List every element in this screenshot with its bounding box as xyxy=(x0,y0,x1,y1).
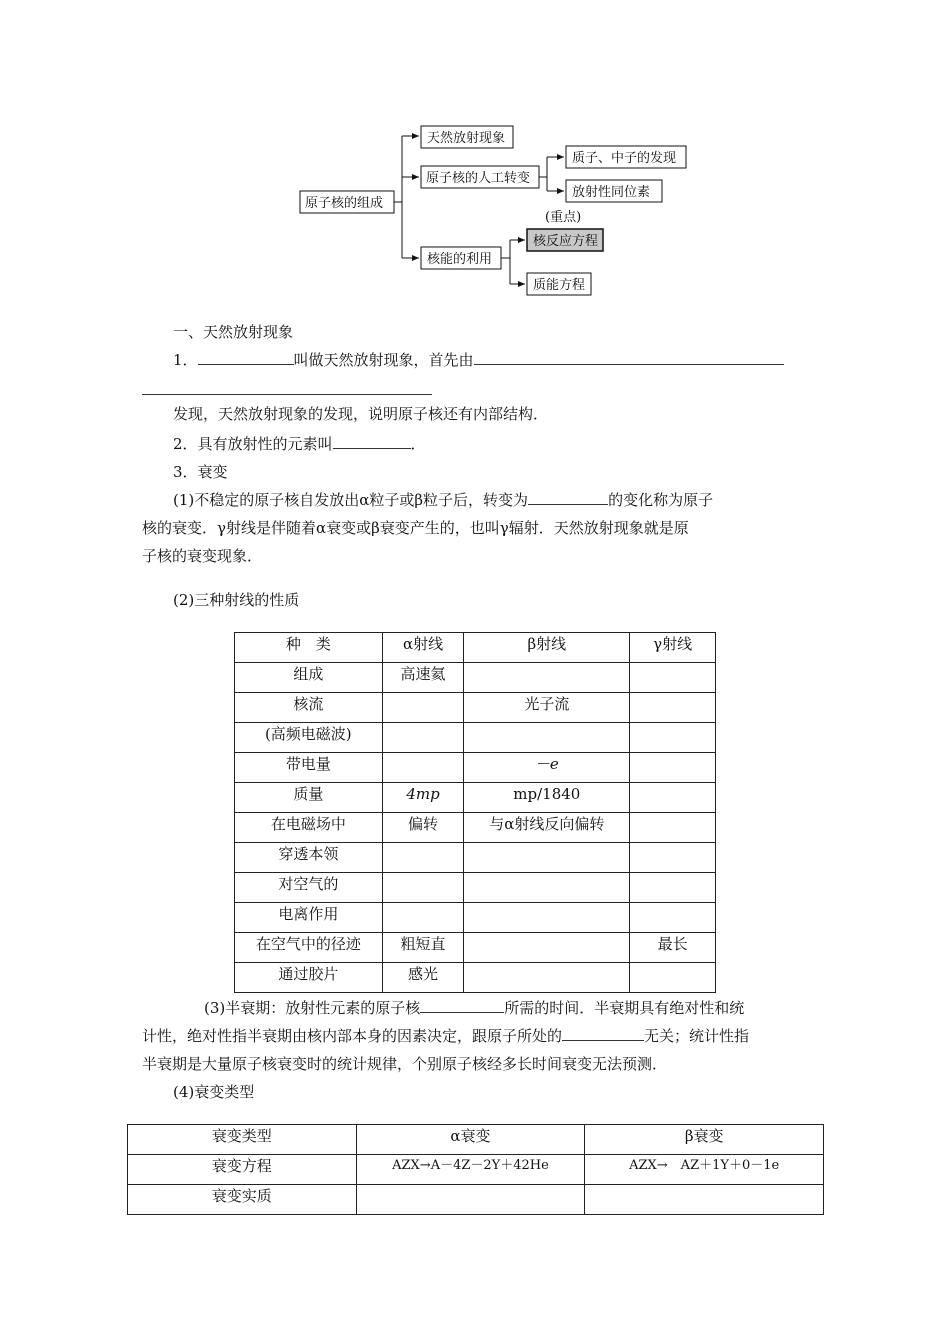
header-cell: γ射线 xyxy=(630,633,716,663)
p1-b: 的变化称为原子 xyxy=(608,491,714,509)
p3-line3: 半衰期是大量原子核衰变时的统计规律，个别原子核经多长时间衰变无法预测． xyxy=(142,1055,668,1073)
table-cell xyxy=(464,933,630,963)
table-cell: 带电量 xyxy=(235,753,383,783)
table-row xyxy=(235,723,716,753)
header-cell: α射线 xyxy=(382,633,464,663)
p3-b: 所需的时间．半衰期具有绝对性和统 xyxy=(504,999,745,1017)
table-cell: 在空气中的径迹 xyxy=(235,933,383,963)
table-cell xyxy=(382,753,464,783)
table-cell xyxy=(356,1185,585,1215)
table-cell: 粗短直 xyxy=(382,933,464,963)
table-cell: 电离作用 xyxy=(235,903,383,933)
table-row xyxy=(235,693,716,723)
table-cell: AZX→ AZ＋1Y＋0－1e xyxy=(585,1155,824,1185)
table-cell xyxy=(382,693,464,723)
p3-line2-b: 无关；统计性指 xyxy=(644,1027,750,1045)
header-cell: 衰变类型 xyxy=(128,1125,357,1155)
table-row xyxy=(235,663,716,693)
table-cell: 组成 xyxy=(235,663,383,693)
table-cell: 衰变实质 xyxy=(128,1185,357,1215)
table-cell: 穿透本领 xyxy=(235,843,383,873)
table-row xyxy=(235,933,716,963)
item2-end: ． xyxy=(410,435,426,453)
table-cell: 在电磁场中 xyxy=(235,813,383,843)
table-cell xyxy=(464,843,630,873)
table-cell xyxy=(464,663,630,693)
diagram-branch3: 核能的利用 xyxy=(427,252,493,267)
table-cell xyxy=(630,843,716,873)
table-cell xyxy=(464,873,630,903)
diagram-branch2-child2: 放射性同位素 xyxy=(572,185,651,200)
table-cell: mp/1840 xyxy=(464,783,630,813)
table-cell: (高频电磁波) xyxy=(235,723,383,753)
table-cell xyxy=(464,723,630,753)
diagram-branch3-child1: 核反应方程 xyxy=(533,234,599,249)
item1-number: 1． xyxy=(173,351,198,369)
p1-line2: 核的衰变．γ射线是伴随着α衰变或β衰变产生的，也叫γ辐射．天然放射现象就是原 xyxy=(142,519,689,537)
header-cell: β射线 xyxy=(464,633,630,663)
table-row xyxy=(235,783,716,813)
item1-end: 发现，天然放射现象的发现，说明原子核还有内部结构． xyxy=(173,405,549,423)
table-cell: 高速氦 xyxy=(382,663,464,693)
p3-a: (3)半衰期：放射性元素的原子核 xyxy=(204,999,421,1017)
item3-heading: 3．衰变 xyxy=(173,463,228,481)
table-row xyxy=(235,753,716,783)
p4-heading: (4)衰变类型 xyxy=(173,1083,255,1101)
table-cell xyxy=(630,723,716,753)
diagram-branch2: 原子核的人工转变 xyxy=(426,171,531,186)
table-cell xyxy=(382,843,464,873)
header-cell: β衰变 xyxy=(585,1125,824,1155)
header-cell: α衰变 xyxy=(356,1125,585,1155)
section-heading: 一、天然放射现象 xyxy=(173,323,294,341)
table-row xyxy=(235,963,716,993)
item2-line xyxy=(173,434,426,454)
table-row xyxy=(128,1185,824,1215)
item1-blank2[interactable] xyxy=(474,350,784,365)
table-cell: AZX→A－4Z－2Y＋42He xyxy=(356,1155,585,1185)
table-cell: 对空气的 xyxy=(235,873,383,903)
item1-mid: 叫做天然放射现象，首先由 xyxy=(293,351,474,369)
diagram-branch2-child1: 质子、中子的发现 xyxy=(572,151,677,166)
table-cell: 与α射线反向偏转 xyxy=(464,813,630,843)
p3-blank2[interactable] xyxy=(562,1026,644,1041)
table-cell xyxy=(382,873,464,903)
table-cell: 4mp xyxy=(382,783,464,813)
item1-blank2-continued[interactable] xyxy=(142,380,432,395)
table-cell xyxy=(630,813,716,843)
concept-diagram xyxy=(0,0,950,310)
table-header-row xyxy=(128,1125,824,1155)
table-row xyxy=(235,813,716,843)
p1-a: (1)不稳定的原子核自发放出α粒子或β粒子后，转变为 xyxy=(173,491,529,509)
table-row xyxy=(235,873,716,903)
table-cell xyxy=(464,963,630,993)
item2-start: 2．具有放射性的元素叫 xyxy=(173,435,333,453)
p1-line3: 子核的衰变现象． xyxy=(142,547,263,565)
p2-heading: (2)三种射线的性质 xyxy=(173,591,300,609)
table-cell: 质量 xyxy=(235,783,383,813)
p3-blank1[interactable] xyxy=(420,998,504,1013)
table-cell xyxy=(630,873,716,903)
table-header-row xyxy=(235,633,716,663)
table-row xyxy=(128,1155,824,1185)
table-cell: 核流 xyxy=(235,693,383,723)
table-cell: 衰变方程 xyxy=(128,1155,357,1185)
table-cell xyxy=(382,903,464,933)
table-row xyxy=(235,903,716,933)
table-cell xyxy=(382,723,464,753)
diagram-branch3-child2: 质能方程 xyxy=(533,278,586,293)
table-cell: 最长 xyxy=(630,933,716,963)
item1-blank1[interactable] xyxy=(198,350,294,365)
p3-line2-a: 计性，绝对性指半衰期由核内部本身的因素决定，跟原子所处的 xyxy=(142,1027,563,1045)
diagram-branch3-note: (重点) xyxy=(545,210,582,225)
table-cell xyxy=(630,663,716,693)
table-cell xyxy=(630,753,716,783)
table-cell xyxy=(585,1185,824,1215)
table-row xyxy=(235,843,716,873)
table-cell xyxy=(630,693,716,723)
decay-table xyxy=(127,1124,824,1215)
table-cell xyxy=(630,783,716,813)
rays-table xyxy=(234,632,716,993)
table-cell: 通过胶片 xyxy=(235,963,383,993)
p3-line2 xyxy=(142,1026,749,1046)
table-cell xyxy=(464,903,630,933)
header-cell: 种 类 xyxy=(235,633,383,663)
diagram-branch1: 天然放射现象 xyxy=(427,131,506,146)
diagram-root: 原子核的组成 xyxy=(305,196,384,211)
table-cell: 偏转 xyxy=(382,813,464,843)
table-cell: －e xyxy=(464,753,630,783)
item1-line xyxy=(173,350,784,370)
table-cell: 光子流 xyxy=(464,693,630,723)
table-cell xyxy=(630,963,716,993)
item2-blank[interactable] xyxy=(333,434,411,449)
table-cell xyxy=(630,903,716,933)
p1-blank[interactable] xyxy=(528,490,608,505)
p3-line1 xyxy=(204,998,744,1018)
table-cell: 感光 xyxy=(382,963,464,993)
p1-line1 xyxy=(173,490,713,510)
